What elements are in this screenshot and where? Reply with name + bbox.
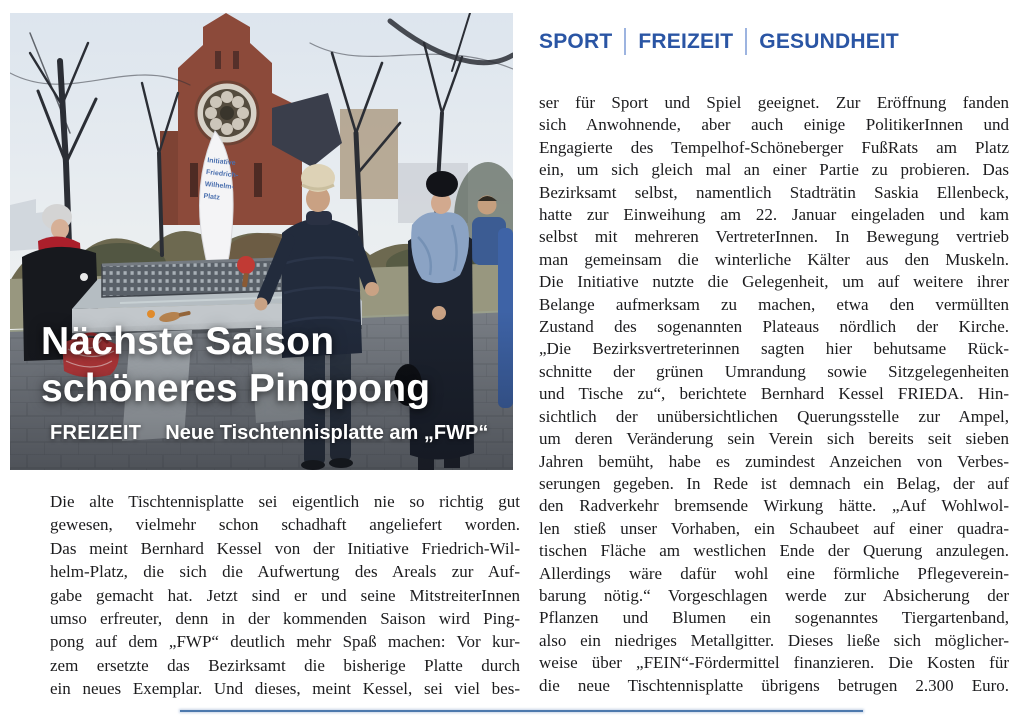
text-line: Jahren bemüht, habe es zumindest Anzeichen von Verbes- [539,451,1009,471]
text-line: helm-Platz, die sich die Aufwertung des Areals zur Auf- [50,562,520,582]
text-line: sichtlich der unübersichtlichen Querungsstelle zur Ampel, [539,406,1009,426]
text-line: gewesen, vielmehr schon schadhaft angeliefert worden. [50,515,520,535]
text-line: die neue Tischtennisplatte übrigens betrugen 2.300 Euro. [539,675,1009,695]
text-line: ein, um sich gleich mal an einer Partie zu probieren. Das [539,160,1009,180]
text-line: den Radverkehr bremsende Wirkung hätte. „Auf Wohlwol- [539,496,1009,516]
text-line: len stieß unser Vorhaben, ein Schaubeet auf einer quadra- [539,518,1009,538]
text-line: Die alte Tischtennisplatte sei eigentlich nie so richtig gut [50,492,520,511]
text-line: um deren Veränderung sein Verein sich bereits seit sieben [539,429,1009,449]
text-line: Die Initiative nutzte die Gelegenheit, um auf weitere ihrer [539,272,1009,292]
article-title [41,318,430,412]
text-line: weise über „FEIN“-Fördermittel finanzieren. Die Kosten für [539,653,1009,673]
text-line: Das meint Bernhard Kessel von der Initiative Friedrich-Wil- [50,538,520,558]
article-title-line1: Nächste Saison [41,320,335,363]
article-photo-figure [10,13,513,470]
section-tab-freizeit: FREIZEIT [638,29,734,53]
footer-divider [180,710,863,712]
text-line: „Die Bezirksvertreterinnen sagten hier behutsame Rück- [539,339,1009,359]
black-beanie [426,171,458,197]
banner-text-line: Friedrich- [205,169,239,180]
separator-bar [745,28,747,55]
text-line: umso erfreuter, denn in der kommenden Saison wird Ping- [50,609,520,629]
text-line: tischen Fläche am westlichen Ende der Querung anzulegen. [539,541,1009,561]
text-line: selbst mit mehreren VertreterInnen. In Bewegung vertrieb [539,227,1009,247]
text-line: Engagierte des Tempelhof-Schöneberger FußRats am Platz [539,137,1009,157]
text-line: Zustand des sogenannten Plateaus nördlich der Kirche. [539,317,1009,337]
text-line: man gemeinsam die winterliche Kälter aus den Muskeln. [539,249,1009,269]
rose-window [196,82,258,144]
text-line: ser für Sport und Spiel geeignet. Zur Eröffnung fanden [539,93,1009,112]
banner-text-line: Wilhelm- [204,181,235,192]
ping-pong-ball [147,310,155,318]
text-line: sich Anwohnende, aber auch einige PolitikerInnen und [539,115,1009,135]
text-line: barung nötig.“ Vorgeschlagen werde zur Absicherung der [539,585,1009,605]
section-header [539,28,899,55]
text-line: Allerdings wäre dafür wohl eine förmliche Pflegeverein- [539,563,1009,583]
text-line: Belange aufmerksam zu machen, etwa den vermüllten [539,294,1009,314]
article-title-line2: schöneres Pingpong [41,367,431,410]
banner-text-line: Initiative [206,157,236,168]
text-line: schnitte der grünen Umrandung sowie Sitzgelegenheiten [539,361,1009,381]
text-line: hatte zur Einweihung am 22. Januar eingeladen und kam [539,205,1009,225]
separator-bar [624,28,626,55]
section-tab-gesundheit: GESUNDHEIT [759,29,899,53]
text-line: und Tische zu“, berichtete Bernhard Kessel FRIEDA. Hin- [539,384,1009,404]
article-column-left [50,490,520,701]
text-line: also ein niedriges Metallgitter. Dieses ließe sich möglicher- [539,630,1009,650]
article-subtitle: Neue Tischtennisplatte am „FWP“ [165,422,489,444]
text-line: Bezirksamt selbst, namentlich Stadträtin Saskia Ellenbeck, [539,182,1009,202]
section-tab-sport: SPORT [539,29,613,53]
category-label: FREIZEIT [50,422,142,444]
text-line: Pflanzen und Blumen ein sogenanntes Tiergartenband, [539,608,1009,628]
text-line: gabe gemacht hat. Jetzt sind er und seine MitstreiterInnen [50,585,520,605]
text-line: ein neues Exemplar. Und dieses, meint Kessel, sei viel bes- [50,679,520,699]
text-line: serungen gegeben. In Rede ist demnach ein Belag, der auf [539,473,1009,493]
article-kicker [50,422,488,445]
banner-text-line: Platz [203,192,221,202]
text-line: pong auf dem „FWP“ deutlich mehr Spaß machen: Vor kur- [50,632,520,652]
text-line: zem ersetzte das Bezirksamt die bisherige Platte durch [50,655,520,675]
article-column-right [539,92,1009,697]
